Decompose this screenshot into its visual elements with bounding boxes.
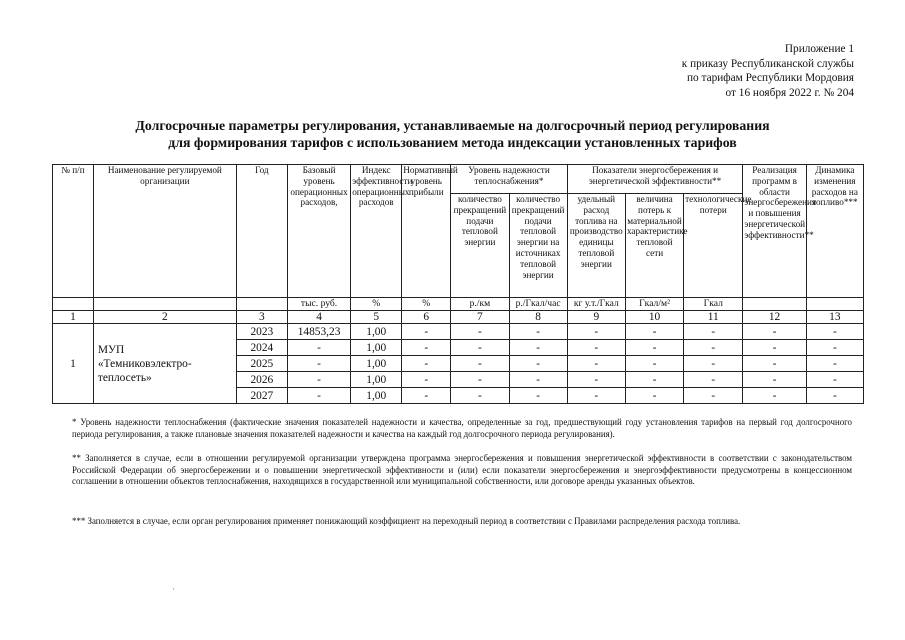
header-energy-sub-2: величина потерь к материальной характеристике тепловой сети (625, 194, 683, 298)
value-cell: - (509, 356, 567, 372)
column-number: 2 (93, 311, 236, 324)
value-cell: - (684, 324, 743, 340)
value-cell: - (509, 340, 567, 356)
value-cell: - (451, 324, 509, 340)
value-cell: - (509, 324, 567, 340)
value-cell: - (509, 372, 567, 388)
organization-name (93, 324, 236, 404)
value-cell: - (743, 324, 806, 340)
index-cell: 1,00 (351, 388, 402, 404)
appendix-header (594, 42, 854, 100)
value-cell: - (684, 356, 743, 372)
value-cell: - (806, 372, 863, 388)
value-cell: - (806, 388, 863, 404)
base-costs-cell: - (287, 356, 350, 372)
value-cell: - (451, 388, 509, 404)
value-cell: - (567, 356, 625, 372)
column-number: 11 (684, 311, 743, 324)
header-energy-sub-1: удельный расход топлива на производство единицы тепловой энергии (567, 194, 625, 298)
document-title (0, 117, 905, 151)
value-cell: - (402, 388, 451, 404)
header-year: Год (236, 165, 287, 298)
column-number: 9 (567, 311, 625, 324)
value-cell: - (567, 340, 625, 356)
value-cell: - (451, 356, 509, 372)
unit-cell (93, 298, 236, 311)
index-cell: 1,00 (351, 340, 402, 356)
row-number: 1 (53, 324, 94, 404)
value-cell: - (743, 356, 806, 372)
column-number: 10 (625, 311, 683, 324)
organization-line: МУП (97, 343, 125, 356)
title-line-1: Долгосрочные параметры регулирования, устанавливаемые на долгосрочный период регулирования (135, 118, 770, 133)
index-cell: 1,00 (351, 324, 402, 340)
appendix-line: Приложение 1 (784, 43, 854, 55)
column-number: 7 (451, 311, 509, 324)
column-number: 13 (806, 311, 863, 324)
header-fuel-dynamics: Динамика изменения расходов на топливо*** (806, 165, 863, 298)
base-costs-cell: - (287, 372, 350, 388)
header-reliability-sub-2: количество прекращений подачи тепловой энергии на источниках тепловой энергии (509, 194, 567, 298)
header-reliability: Уровень надежности теплоснабжения* (451, 165, 567, 194)
value-cell: - (402, 340, 451, 356)
parameters-table (52, 164, 864, 404)
header-base-costs: Базовый уровень операционных расходов, (287, 165, 350, 298)
column-number: 4 (287, 311, 350, 324)
value-cell: - (625, 356, 683, 372)
column-number: 6 (402, 311, 451, 324)
base-costs-cell: 14853,23 (287, 324, 350, 340)
value-cell: - (625, 340, 683, 356)
value-cell: - (625, 388, 683, 404)
column-number: 1 (53, 311, 94, 324)
footnote-1: * Уровень надежности теплоснабжения (фактические значения показателей надежности и качества, определенные за год, предшествующий году установления тарифов на первый год долгосрочного периода регулирования, а также плановые значения показателей надежности и качества на каждый год долгосрочного периода регулирования). (72, 417, 852, 439)
header-program: Реализация программ в области энергосбережения и повышения энергетической эффективности** (743, 165, 806, 298)
index-cell: 1,00 (351, 356, 402, 372)
footnote-2: ** Заполняется в случае, если в отношении регулируемой организации утверждена программа энергосбережения и повышения энергетической эффективности в соответствии с законодательством Российской Федерации об энергосбережении и о повышении энергетической эффективности и (или) если показатели энергосбережения и энергоэффективности предусмотрены в концессионном соглашении в отношении объектов теплоснабжения, находящихся в государственной или муниципальной собственности, или договоре аренды указанных объектов. (72, 453, 852, 487)
value-cell: - (684, 388, 743, 404)
header-organization: Наименование регулируемой организации (93, 165, 236, 298)
column-number: 3 (236, 311, 287, 324)
unit-cell: % (351, 298, 402, 311)
value-cell: - (806, 324, 863, 340)
unit-cell: Гкал (684, 298, 743, 311)
unit-cell (53, 298, 94, 311)
header-profit: Нормативный уровень прибыли (402, 165, 451, 298)
value-cell: - (806, 340, 863, 356)
value-cell: - (625, 372, 683, 388)
header-reliability-sub-1: количество прекращений подачи тепловой энергии (451, 194, 509, 298)
base-costs-cell: - (287, 340, 350, 356)
year-cell: 2023 (236, 324, 287, 340)
unit-cell: % (402, 298, 451, 311)
value-cell: - (509, 388, 567, 404)
year-cell: 2027 (236, 388, 287, 404)
value-cell: - (806, 356, 863, 372)
index-cell: 1,00 (351, 372, 402, 388)
unit-cell: тыс. руб. (287, 298, 350, 311)
table-row (53, 324, 864, 340)
value-cell: - (402, 372, 451, 388)
value-cell: - (743, 372, 806, 388)
header-efficiency-index: Индекс эффективности операционных расходов (351, 165, 402, 298)
value-cell: - (567, 324, 625, 340)
unit-cell: кг у.т./Гкал (567, 298, 625, 311)
unit-cell: р./км (451, 298, 509, 311)
appendix-line: по тарифам Республики Мордовия (687, 72, 854, 85)
column-number: 5 (351, 311, 402, 324)
year-cell: 2024 (236, 340, 287, 356)
value-cell: - (567, 388, 625, 404)
value-cell: - (684, 372, 743, 388)
column-number: 8 (509, 311, 567, 324)
unit-cell (743, 298, 806, 311)
value-cell: - (451, 372, 509, 388)
appendix-line: к приказу Республиканской службы (681, 57, 854, 70)
unit-cell: р./Гкал/час (509, 298, 567, 311)
unit-cell: Гкал/м² (625, 298, 683, 311)
unit-cell (806, 298, 863, 311)
column-number: 12 (743, 311, 806, 324)
title-line-2: для формирования тарифов с использованием метода индексации установленных тарифов (168, 135, 737, 150)
value-cell: - (402, 324, 451, 340)
organization-line: теплосеть» (97, 371, 152, 384)
scan-dot: · (172, 585, 175, 594)
year-cell: 2026 (236, 372, 287, 388)
year-cell: 2025 (236, 356, 287, 372)
value-cell: - (743, 340, 806, 356)
unit-cell (236, 298, 287, 311)
value-cell: - (625, 324, 683, 340)
header-num: № п/п (53, 165, 94, 298)
header-energy-saving: Показатели энергосбережения и энергетической эффективности** (567, 165, 743, 194)
value-cell: - (451, 340, 509, 356)
footnote-3: *** Заполняется в случае, если орган регулирования применяет понижающий коэффициент на переходный период в соответствии с Правилами распределения расхода топлива. (72, 516, 741, 526)
organization-line: «Темниковэлектро- (97, 357, 192, 370)
value-cell: - (567, 372, 625, 388)
value-cell: - (743, 388, 806, 404)
header-energy-sub-3: технологические потери (684, 194, 743, 298)
value-cell: - (684, 340, 743, 356)
value-cell: - (402, 356, 451, 372)
appendix-line: от 16 ноября 2022 г. № 204 (725, 86, 854, 99)
base-costs-cell: - (287, 388, 350, 404)
